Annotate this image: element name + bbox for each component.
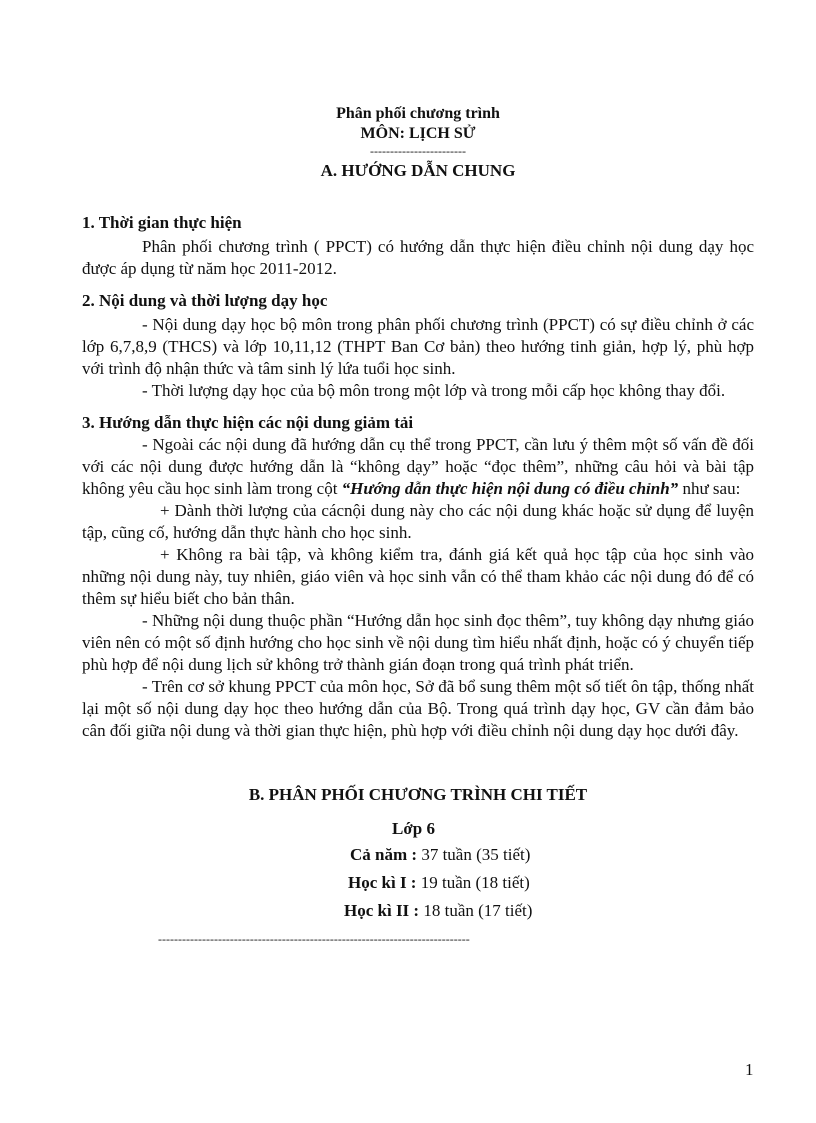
year-value: 37 tuần (35 tiết) [417, 845, 531, 864]
s2-paragraph-1: - Nội dung dạy học bộ môn trong phân phối chương trình (PPCT) có sự điều chỉnh ở các lớp 6,7,8,9 (THCS) và lớp 10,11,12 (THPT Ban Cơ bản) theo hướng tinh giản, hợp lý, phù hợp với trình độ nhận thức và tâm sinh lý lứa tuổi học sinh. [82, 315, 754, 378]
s1-heading: 1. Thời gian thực hiện [82, 213, 242, 232]
s2-heading: 2. Nội dung và thời lượng dạy học [82, 291, 328, 310]
section-b-heading: B. PHÂN PHỐI CHƯƠNG TRÌNH CHI TIẾT [248, 785, 588, 804]
year-line [82, 842, 754, 868]
hk1-line [82, 870, 754, 896]
s3-paragraph-1 [82, 434, 754, 500]
s3-paragraph-3: + Không ra bài tập, và không kiểm tra, đánh giá kết quả học tập của học sinh vào những nội dung này, tuy nhiên, giáo viên và học sinh vẫn có thể tham khảo các nội dung đó để có thêm sự hiểu biết cho bản thân. [82, 545, 754, 608]
footer-divider: ------------------------------------------------------------------------------ [158, 932, 470, 946]
document-page [82, 104, 754, 946]
s3-p1-text-b: như sau: [678, 479, 741, 498]
s3-heading: 3. Hướng dẫn thực hiện các nội dung giảm tải [82, 413, 414, 432]
page-number: 1 [745, 1060, 754, 1079]
s3-paragraph-2: + Dành thời lượng của cácnội dung này cho các nội dung khác hoặc sử dụng để luyện tập, cũng cố, hướng dẫn thực hành cho học sinh. [82, 501, 754, 542]
s3-paragraph-4: - Những nội dung thuộc phần “Hướng dẫn học sinh đọc thêm”, tuy không dạy nhưng giáo viên nên có một số định hướng cho học sinh về nội dung tìm hiểu nhất định, hoặc có ý chuyển tiếp phù hợp để nội dung lịch sử không trở thành gián đoạn trong quá trình phát triển. [82, 611, 754, 674]
s3-p1-emphasis: “Hướng dẫn thực hiện nội dung có điều chỉnh” [341, 479, 679, 498]
s3-paragraph-5: - Trên cơ sở khung PPCT của môn học, Sở đã bổ sung thêm một số tiết ôn tập, thống nhất lại một số nội dung dạy học theo hướng dẫn của Bộ. Trong quá trình dạy học, GV cần đảm bảo cân đối giữa nội dung và thời gian thực hiện, phù hợp với điều chỉnh nội dung dạy học dưới đây. [82, 677, 754, 740]
title-divider: ------------------------ [370, 144, 466, 158]
year-label: Cả năm : [350, 845, 418, 864]
s2-paragraph-2: - Thời lượng dạy học của bộ môn trong một lớp và trong mỗi cấp học không thay đổi. [142, 381, 726, 400]
hk2-label: Học kì II : [344, 901, 420, 920]
hk2-value: 18 tuần (17 tiết) [419, 901, 533, 920]
hk2-line [82, 898, 754, 924]
section-a-heading: A. HƯỚNG DẪN CHUNG [320, 161, 516, 180]
doc-subject: MÔN: LỊCH SỬ [360, 125, 476, 142]
hk1-label: Học kì I : [348, 873, 417, 892]
s1-paragraph: Phân phối chương trình ( PPCT) có hướng dẫn thực hiện điều chỉnh nội dung dạy học được áp dụng từ năm học 2011-2012. [82, 237, 754, 278]
grade-label: Lớp 6 [392, 819, 435, 838]
doc-title: Phân phối chương trình [336, 105, 500, 122]
hk1-value: 19 tuần (18 tiết) [416, 873, 530, 892]
s3-p1-text-a: - Ngoài các nội dung đã hướng dẫn cụ thể trong PPCT, cần lưu ý thêm một số vấn đề đối với các nội dung được hướng dẫn là “không dạy” hoặc “đọc thêm”, những câu hỏi và bài tập không yêu cầu học sinh làm trong cột [82, 435, 754, 498]
